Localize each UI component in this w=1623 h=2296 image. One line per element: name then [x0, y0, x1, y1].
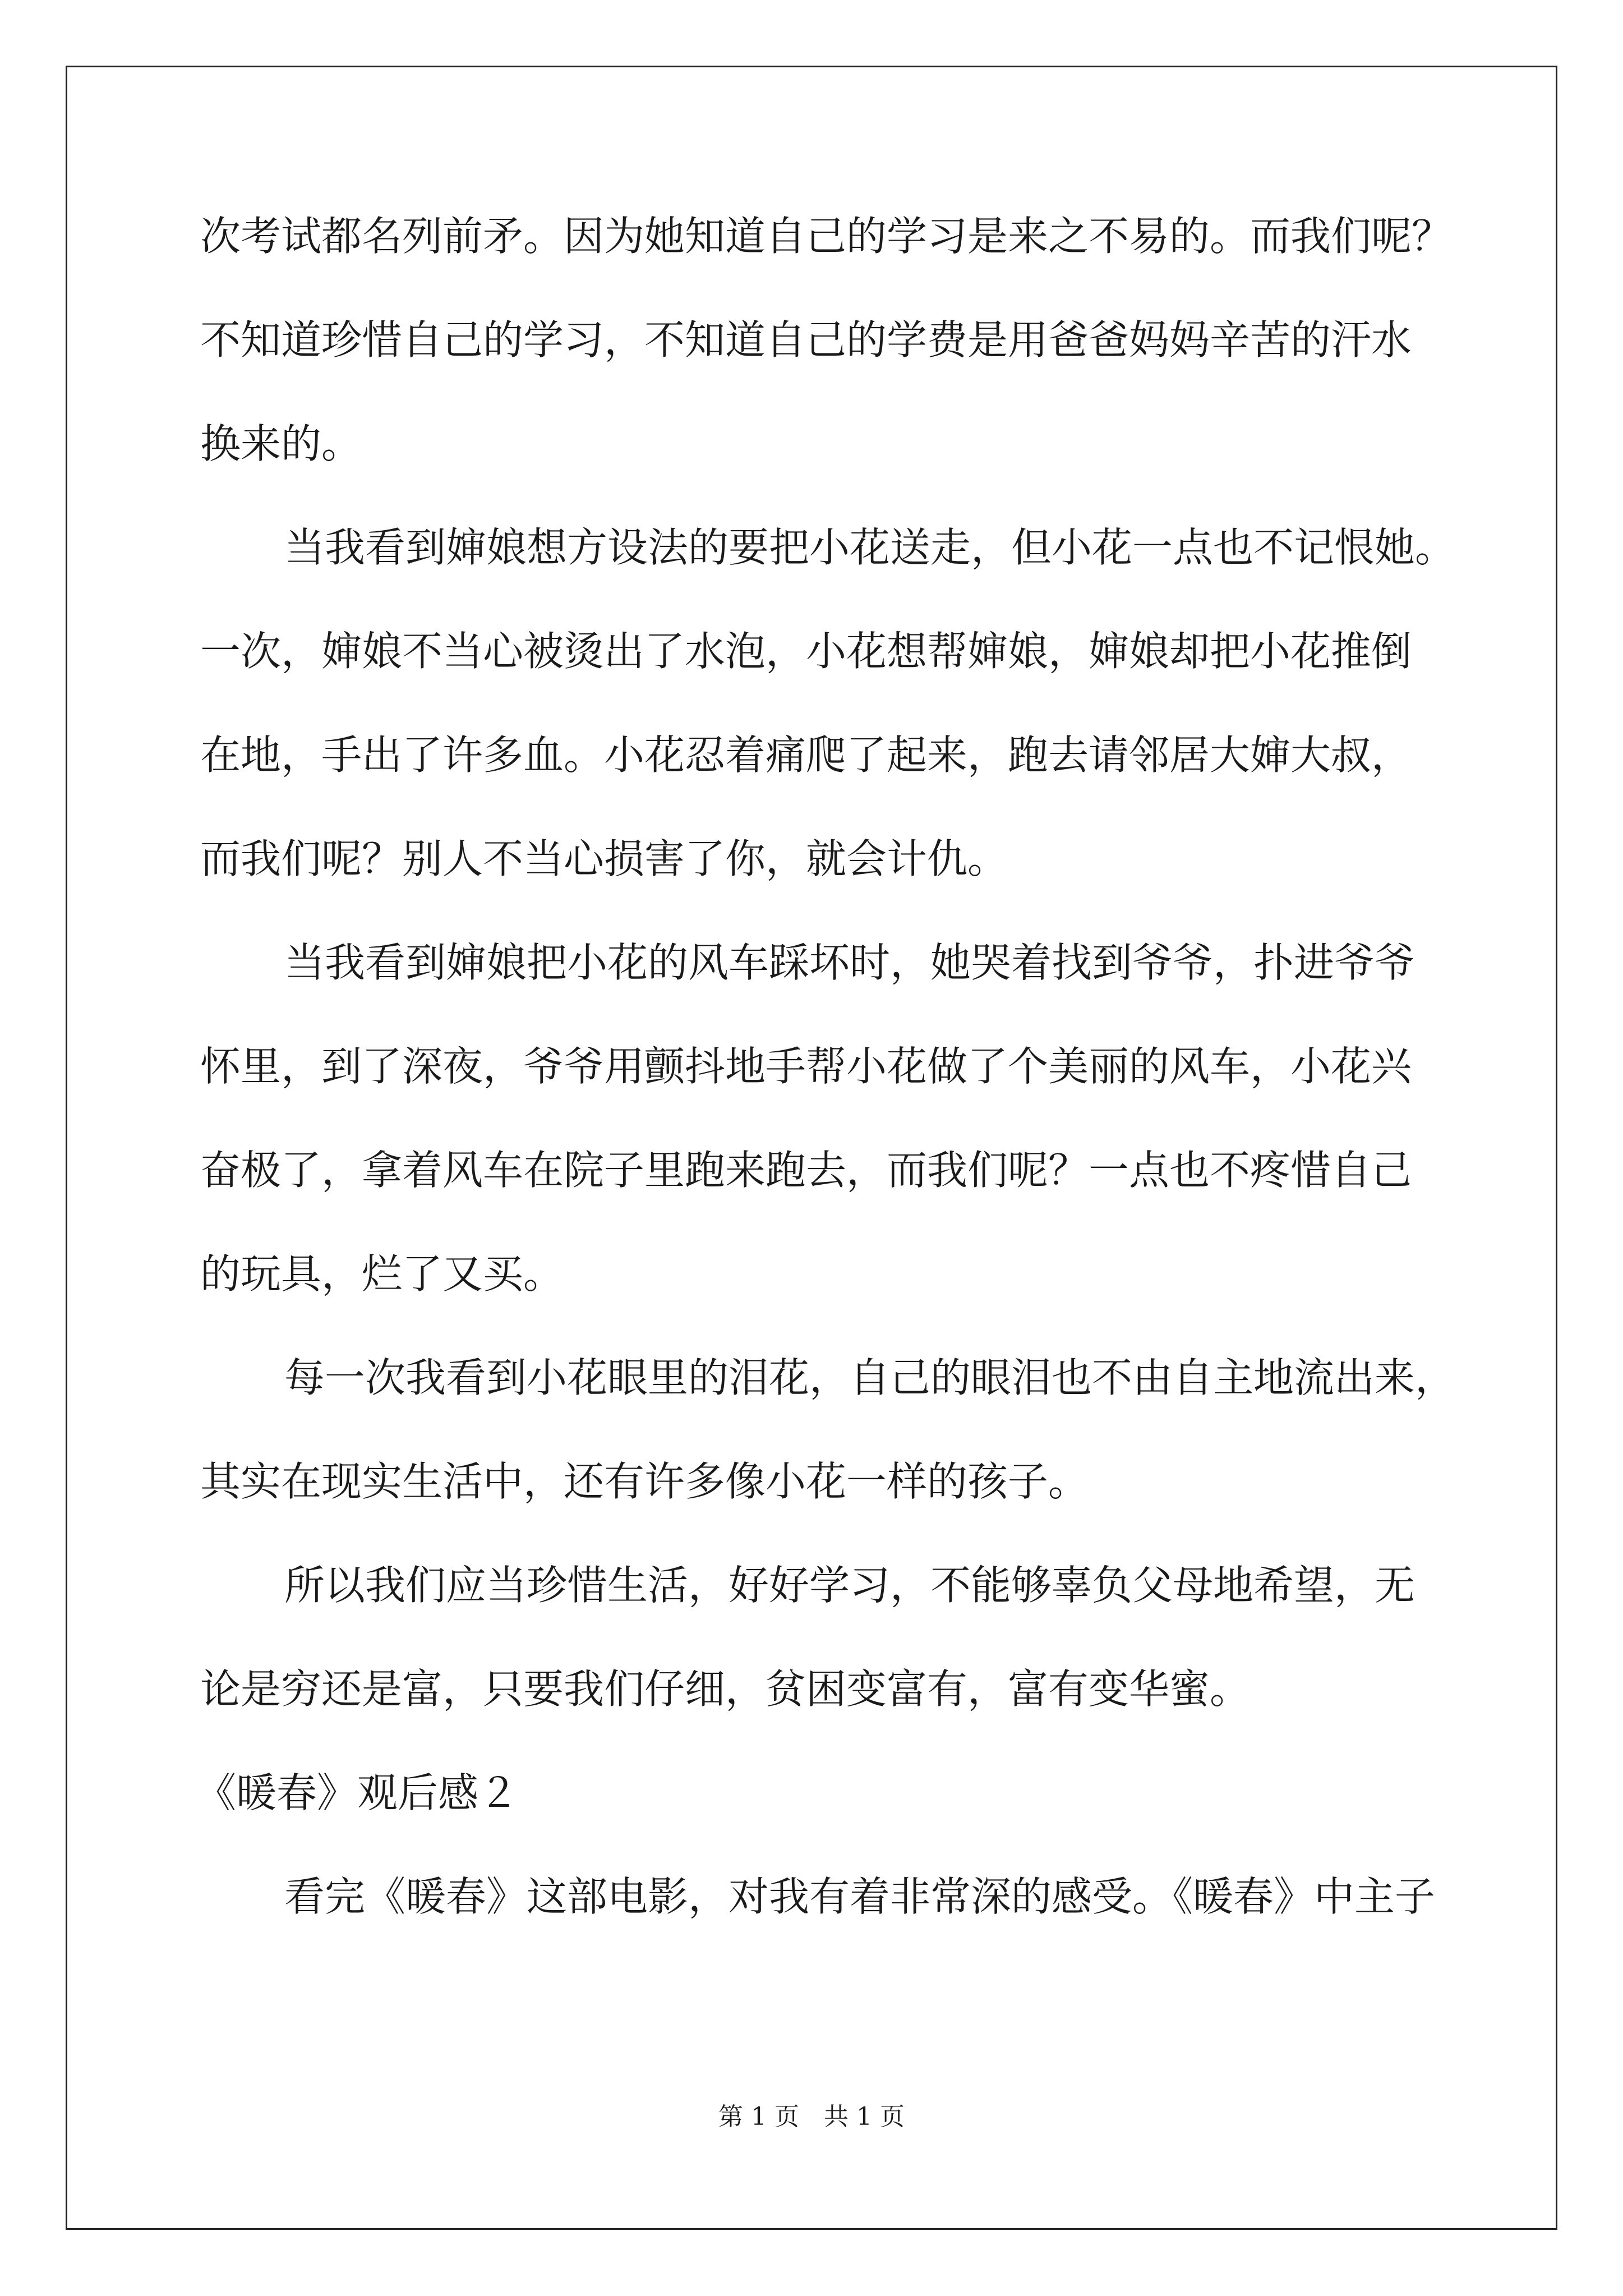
text-line: 怀里，到了深夜，爷爷用颤抖地手帮小花做了个美丽的风车，小花兴	[200, 1043, 1412, 1090]
text-line: 次考试都名列前矛。因为她知道自己的学习是来之不易的。而我们呢？	[200, 213, 1453, 260]
text-line: 奋极了，拿着风车在院子里跑来跑去，而我们呢？一点也不疼惜自己	[200, 1147, 1412, 1194]
page-number-footer: 第 1 页 共 1 页	[718, 2102, 905, 2131]
text-line: 论是穷还是富，只要我们仔细，贫困变富有，富有变华蜜。	[200, 1665, 1251, 1713]
text-line: 在地，手出了许多血。小花忍着痛爬了起来，跑去请邻居大婶大叔，	[200, 731, 1412, 779]
text-line: 而我们呢？别人不当心损害了你，就会计仇。	[200, 835, 1008, 882]
text-line: 不知道珍惜自己的学习，不知道自己的学费是用爸爸妈妈辛苦的汗水	[200, 316, 1412, 364]
section-title: 《暖春》观后感２	[196, 1769, 519, 1816]
paragraph-start-line: 当我看到婶娘想方设法的要把小花送走，但小花一点也不记恨她。	[284, 524, 1456, 571]
paragraph-start-line: 所以我们应当珍惜生活，好好学习，不能够辜负父母地希望，无	[284, 1562, 1415, 1609]
paragraph-start-line: 每一次我看到小花眼里的泪花，自己的眼泪也不由自主地流出来，	[284, 1354, 1456, 1401]
text-line: 其实在现实生活中，还有许多像小花一样的孩子。	[200, 1458, 1089, 1505]
paragraph-start-line: 当我看到婶娘把小花的风车踩坏时，她哭着找到爷爷，扑进爷爷	[284, 939, 1415, 986]
text-line: 一次，婶娘不当心被烫出了水泡，小花想帮婶娘，婶娘却把小花推倒	[200, 628, 1412, 675]
paragraph-start-line: 看完《暖春》这部电影，对我有着非常深的感受。《暖春》中主子	[284, 1873, 1436, 1920]
text-line: 的玩具，烂了又买。	[200, 1250, 564, 1297]
document-body	[196, 213, 1456, 1980]
text-line: 换来的。	[200, 420, 362, 467]
